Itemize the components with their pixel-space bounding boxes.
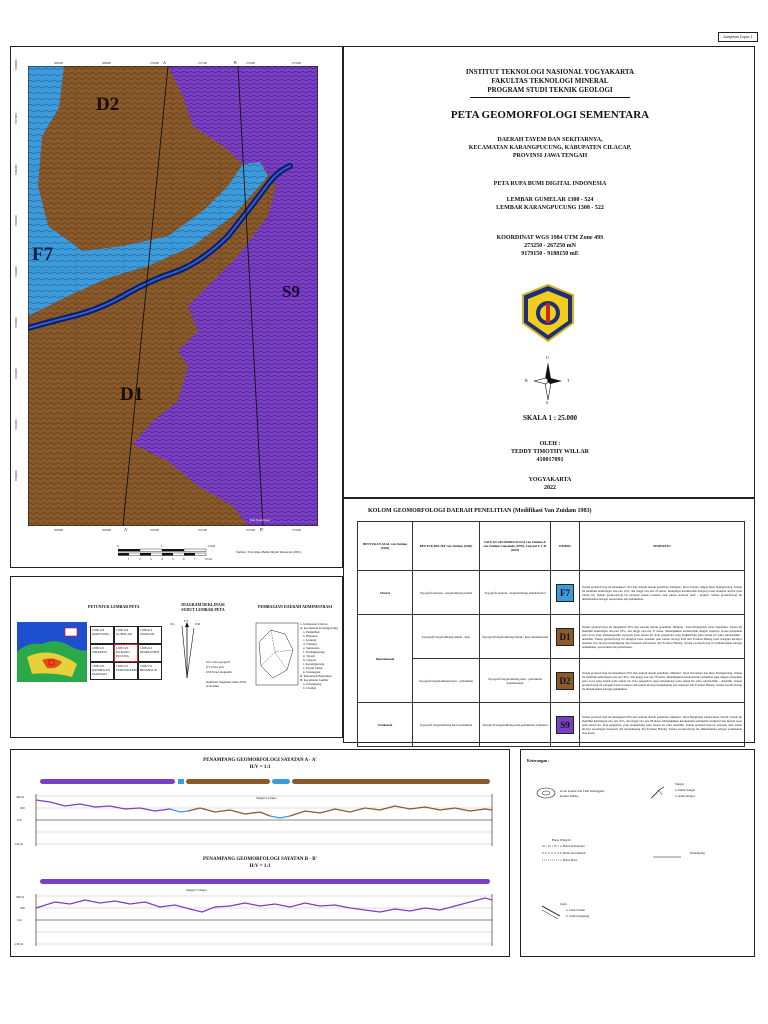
key-item: Garis Kontur dan Titik Ketinggian, <box>560 789 605 793</box>
index-cell: 1308-531 BINANGUN <box>138 662 162 680</box>
coord-system: KOORDINAT WGS 1984 UTM Zone 49S <box>496 235 604 241</box>
row-symbol <box>551 615 580 659</box>
key-item: Jalan <box>560 902 567 906</box>
col-unit: SATUAN GEOMORFOLOGI van Zuidam & van Zuidam Cancelado (1979), Lisiyani T. L.B. (2019) <box>480 522 551 571</box>
left-tick: 9184000 <box>14 266 18 277</box>
area-line-3: PROVINSI JAWA TENGAH <box>512 153 588 159</box>
key-item: a. Jalan Utama <box>566 908 585 912</box>
key-item: b. Jalan Kampung <box>566 914 590 918</box>
axis-label: -100 m <box>14 842 24 846</box>
scalebar-cm: 4 <box>161 557 163 561</box>
scalebar-cm: 6 <box>183 557 185 561</box>
legend-row-f7 <box>358 571 745 615</box>
decl-note: UT Utara grid <box>206 665 224 669</box>
admin-map <box>255 622 299 686</box>
unit-label-d2: D2 <box>96 94 120 115</box>
area-line-2: KECAMATAN KARANGPUCUNG, KABUPATEN CILACAP, <box>468 145 632 151</box>
key-item: a. Batas Kabupaten <box>560 844 585 848</box>
admin-item: A. Kecamatan Karangpucung <box>300 626 338 630</box>
top-tick: 273500 <box>292 61 301 65</box>
sheet-1: LEMBAR GUMELAR 1308 - 524 <box>506 197 594 203</box>
admin-title: PEMBAGIAN DAERAH ADMINISTRASI <box>258 604 333 609</box>
key-item: b. Anak Sungai <box>675 794 695 798</box>
key-item: Kontur Indeks <box>560 794 579 798</box>
unit-label-f7: F7 <box>32 244 54 265</box>
location-map <box>17 622 87 682</box>
contour-symbol <box>536 786 556 800</box>
key-title: Keterangan : <box>527 758 550 763</box>
declination-title: DIAGRAM DEKLINASI <box>181 602 225 607</box>
legend-table <box>357 521 745 747</box>
admin-item: b. Cirahab <box>303 686 317 690</box>
index-cell: 1308-612 KEMRANJEN <box>138 644 162 662</box>
admin-item: j. Tayem Timur <box>303 666 323 670</box>
admin-item: 1. Kabupaten Cilacap <box>300 622 328 626</box>
scalebar-cm: 2 <box>139 557 141 561</box>
admin-item: i. Karangpucung <box>303 662 325 666</box>
index-cell-active: 1308-522 KARANG PUCUNG <box>114 644 138 662</box>
index-cell: 1308-523 MAJENANG <box>90 626 114 644</box>
axis-label: 200 <box>20 906 25 910</box>
scalebar-cm: 5 <box>172 557 174 561</box>
symbol-s9: S9 <box>556 716 574 734</box>
index-cell: 1308-524 GUMELAR <box>114 626 138 644</box>
top-tick: 271500 <box>198 61 207 65</box>
axis-label: 300 m <box>16 795 25 799</box>
decl-note: Deklinasi magnetik tahun 2018 arah timur <box>206 680 246 688</box>
row-relief: Topografi bergelombang lemah - kuat <box>413 615 480 659</box>
index-cell: 1308-525 RANDEGAN MANDALI <box>90 662 114 680</box>
bottom-tick: 271500 <box>198 528 207 532</box>
south-label: S <box>546 400 549 405</box>
col-origin: BENTUKAN ASAL van Zuidam (1983) <box>358 522 413 571</box>
admin-item: e. Surusunda <box>303 646 320 650</box>
row-origin: Denudasional <box>358 615 413 703</box>
axis-label: 0 m <box>17 818 22 822</box>
north-arrow <box>525 355 570 405</box>
axis-label: 0 m <box>17 918 22 922</box>
institute-name: INSTITUT TEKNOLOGI NASIONAL YOGYAKARTA <box>465 68 635 76</box>
decl-note: UG Utara geografi <box>206 660 230 664</box>
road-symbol <box>540 904 562 920</box>
university-logo <box>518 283 578 343</box>
symbol-f7: F7 <box>556 584 574 602</box>
row-unit: Topografi dataran - bergelombang lemah fluvial <box>480 571 551 615</box>
row-symbol <box>551 703 580 747</box>
row-relief: Topografi dataran - bergelombang lemah <box>413 571 480 615</box>
left-tick: 9180000 <box>14 470 18 481</box>
coord-north: 273250 - 267250 mN <box>524 243 576 249</box>
map-place-note: Kali Kembanges <box>250 518 271 522</box>
col-symbol: SIMBOL <box>551 522 580 571</box>
admin-item: b. Babakan <box>303 634 318 638</box>
col-relief: BENTUK RELIEF van Zuidam (1985) <box>413 522 480 571</box>
top-tick: 272500 <box>246 61 255 65</box>
symbol-d1: D1 <box>556 628 574 646</box>
key-item: b. Batas Kecamatan <box>560 851 586 855</box>
unit-label-s9: S9 <box>282 282 300 301</box>
author-year: 2022 <box>544 485 556 491</box>
section-b-river-label: Sungai Ci Kupa <box>186 888 207 892</box>
admin-item: II. Kabupaten Banyumas <box>300 674 332 678</box>
key-item: Batas Wilayah <box>552 838 571 842</box>
decl-label-ut: UT <box>184 619 189 623</box>
symbol-d2: D2 <box>556 672 574 690</box>
axis-label: -100 m <box>14 942 24 946</box>
author-by: OLEH : <box>539 441 561 447</box>
section-b-scale: H:V = 1:1 <box>249 864 271 869</box>
row-unit: Topografi bergelombang kuat - perbukitan denudasional <box>480 659 551 703</box>
row-relief: Topografi bergelombang kuat - perbukitan <box>413 659 480 703</box>
index-cell: 1308-613 WANGON <box>138 626 162 644</box>
bottom-tick: 268500 <box>102 528 111 532</box>
scalebar-cm: 8 Cm <box>205 557 212 561</box>
section-label-a: A <box>163 60 166 65</box>
index-cell: 1308-521 SIDAREJA <box>90 644 114 662</box>
unit-label-d1: D1 <box>120 384 144 405</box>
author-name: TEDDY TIMOTHY WILLAR <box>510 449 589 455</box>
decl-note: UM Utara magnetik <box>206 670 232 674</box>
decl-label-ug: UG <box>170 622 175 626</box>
legend-row-d2 <box>358 659 745 703</box>
left-tick: 9186000 <box>14 164 18 175</box>
left-tick: 9182000 <box>14 368 18 379</box>
top-tick: 270500 <box>150 61 159 65</box>
coord-east: 9179150 - 9188150 mE <box>521 251 579 257</box>
legend-row-d1 <box>358 615 745 659</box>
key-item: Penampang <box>690 851 705 855</box>
boundary-symbol <box>540 842 562 864</box>
map-source: Sumber : Peta Rupa Bumi Digital Indonesia (2001) <box>236 550 302 554</box>
river-symbol <box>650 786 668 800</box>
admin-item: k. Sidanegara <box>303 670 321 674</box>
key-item: c. Batas Desa <box>560 858 578 862</box>
scalebar-cm: 7 <box>194 557 196 561</box>
scalebar-tick: 1 <box>161 544 163 548</box>
key-item: a. Induk Sungai <box>675 788 696 792</box>
map-title: PETA GEOMORFOLOGI SEMENTARA <box>450 109 650 121</box>
author-city: YOGYAKARTA <box>528 477 572 483</box>
section-label-b2: B' <box>260 527 264 532</box>
row-origin: Fluvial <box>358 571 413 615</box>
admin-item: a. Pamulihan <box>303 630 320 634</box>
section-symbol <box>652 848 682 856</box>
sheet-2: LEMBAR KARANGPUCUNG 1308 - 522 <box>496 205 604 211</box>
left-tick: 9181000 <box>14 419 18 430</box>
legend-row-s9 <box>358 703 745 747</box>
axis-label: 300 m <box>16 895 25 899</box>
bottom-tick: 272500 <box>246 528 255 532</box>
section-b-profile <box>30 876 500 950</box>
sheet-tag: Lampiran Lepas 1 <box>718 32 758 42</box>
col-desc: PEMERIAN <box>580 522 745 571</box>
key-item: Sungai <box>675 782 684 786</box>
section-a-title: PENAMPANG GEOMORFOLOGI SAYATAN A - A' <box>203 758 317 763</box>
row-unit: Topografi bergelombang lemah - kuat denudasional <box>480 615 551 659</box>
scalebar-cm: 1 <box>128 557 130 561</box>
declination-subtitle: SUDUT LEMBAR PETA <box>181 607 225 612</box>
map-svg <box>28 66 318 526</box>
area-line-1: DAERAH TAYEM DAN SEKITARNYA, <box>497 137 603 143</box>
admin-item: f. Sindangbarang <box>303 650 325 654</box>
base-map: PETA RUPA BUMI DIGITAL INDONESIA <box>493 181 607 187</box>
scalebar-tick: 0 <box>117 544 119 548</box>
bottom-tick: 273500 <box>292 528 301 532</box>
east-label: T <box>567 378 570 383</box>
faculty-name: FAKULTAS TEKNOLOGI MINERAL <box>491 77 609 85</box>
row-desc: Satuan geomorfologi ini menempati 20% dari seluruh daerah penelitian. Meliputi : Desa Sawantaru dan Desa Sidangbarang. Satuan ini memiliki kemiringan rata-rata 30%, dan tinggi rata-rata 78 meter. Menunjukkan karakteristik perbukitan juga dengan pelapukan serta erosi yang terjadi pada satuan ini. Pola pengaliran yang berkembang pada satuan ini yaitu subdendritik - dendritik. Satuan geomorfologi ini sebagian besar tersusun oleh satuan litologi batulempung dan batupasir dari Formasi Halang. Satuan Geomorfologi ini dimanfaatkan sebagai pemukiman. <box>580 659 745 703</box>
axis-label: 200 <box>20 806 25 810</box>
sheet-index-grid <box>90 626 162 680</box>
declination-diagram <box>172 620 202 680</box>
map-scale: SKALA 1 : 25.000 <box>522 414 578 422</box>
scalebar-cm: 3 <box>150 557 152 561</box>
section-a-profile <box>30 776 500 850</box>
west-label: B <box>525 378 528 383</box>
row-desc: Satuan geomorfologi ini menempati 10% dari seluruh daerah penelitian. Meliputi : Desa Tayem, sampai Desa Sidangbarang. Satuan ini memiliki kemiringan rata-rata 10%, dan tinggi rata-rata 25 meter. Mengingat karakteristik dengan proses endapan aluvial pada satuan ini. Satuan geomorfologi ini tersusun batuan tersusun oleh satuan endapan pasir - kerakal. Satuan geomorfologi ini dimanfaatkan sebagai persawahan dan pemukiman. <box>580 571 745 615</box>
author-id: 410017091 <box>536 457 564 463</box>
admin-item: a. Cibangkong <box>303 682 322 686</box>
bottom-tick: 268500 <box>54 528 63 532</box>
row-origin: Struktural <box>358 703 413 747</box>
row-unit: Topografi bergelombang kuat-perbukitan struktural <box>480 703 551 747</box>
row-symbol <box>551 659 580 703</box>
scalebar-tick: 2 Km <box>208 544 216 548</box>
row-symbol <box>551 571 580 615</box>
row-desc: Satuan geomorfologi ini menempati 40% dari seluruh daerah penelitian. Meliputi : Desa Bengbulan sampai Desa Tayem. Satuan ini memiliki kemiringan rata-rata 35%, dan tinggi rata-rata 98 meter. Menunjukkan karakteristik perbukitan struktural dan liparan sesar pada satuan ini. Pola pengaliran yang berkembang pada satuan ini yaitu dendritik. Satuan geomorfologi ini tersusun oleh satuan litologi perselingan batupasir dan batulempung dari Formasi Halang. Satuan Geomorfologi ini dimanfaatkan sebagai perkebunan atau hutan. <box>580 703 745 747</box>
section-b-title: PENAMPANG GEOMORFOLOGI SAYATAN B - B' <box>203 857 317 862</box>
bottom-tick: 270500 <box>150 528 159 532</box>
program-name: PROGRAM STUDI TEKNIK GEOLOGI <box>487 86 613 94</box>
legend-title: KOLOM GEOMORFOLOGI DAERAH PENELITIAN (Modifikasi Van Zuidam 1983) <box>368 508 592 514</box>
admin-item: c. Gunung <box>303 638 317 642</box>
section-a-scale: H:V = 1:1 <box>249 765 271 770</box>
decl-label-um: UM <box>195 622 201 626</box>
index-title: PETUNJUK LEMBAR PETA <box>88 604 140 609</box>
top-tick: 268500 <box>102 61 111 65</box>
left-tick: 9185000 <box>14 215 18 226</box>
section-label-b: B <box>234 60 237 65</box>
admin-item: d. Sidaurip <box>303 642 317 646</box>
north-label: U <box>546 355 549 360</box>
left-tick: 9188000 <box>14 59 18 70</box>
left-tick: 9183000 <box>14 317 18 328</box>
index-cell: 1308-521 PURWOKERTO <box>114 662 138 680</box>
admin-item: g. Tayem <box>303 654 315 658</box>
section-label-a2: A' <box>124 527 128 532</box>
row-relief: Topografi bergelombang kuat-perbukitan <box>413 703 480 747</box>
title-divider <box>470 97 630 98</box>
left-tick: 9187000 <box>14 113 18 124</box>
map-scalebar <box>118 544 228 564</box>
admin-list <box>300 622 342 690</box>
section-a-river-label: Sungai Ci Kupa <box>256 796 277 800</box>
row-desc: Satuan geomorfologi ini menempati 30% dari seluruh daerah penelitian. Meliputi : Desa Bengbulan, Desa Sukaluhur. Satuan ini memiliki kemiringan rata-rata 18%, dan tinggi rata-rata 31 meter. Menunjukkan karakteristik dengan besarnya proses pelapukan serta erosi yang mempengaruhi topografi pada satuan ini. Pola pengaliran yang berkembang pada satuan ini yaitu subdendritik - dendritik. Satuan geomorfologi ini sebagian besar tersusun oleh satuan litologi Tuff dari Formasi Halang serta sebagian kecilnya tersusun atas litologi batulempung dan batupasir karbonatan dari Formasi Halang. Satuan Geomorfologi ini dimanfaatkan sebagai pemukiman, persawahan dan perkebunan. <box>580 615 745 659</box>
top-tick: 260500 <box>54 61 63 65</box>
admin-item: h. Cipecut <box>303 658 317 662</box>
admin-item: B. Kecamatan Lumbir <box>300 678 329 682</box>
